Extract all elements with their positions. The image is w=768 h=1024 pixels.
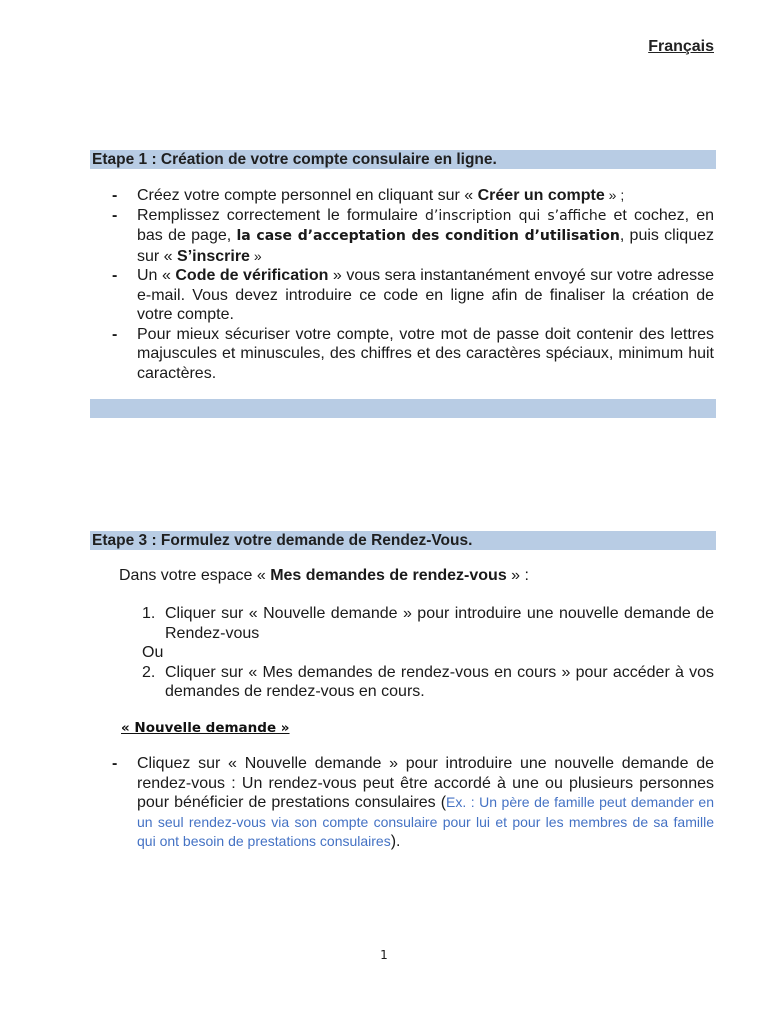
bullet-dash: - <box>112 187 118 204</box>
verification-code-emphasis: Code de vérification <box>175 267 329 284</box>
step3-intro: Dans votre espace « Mes demandes de rendez-vous » : <box>119 567 529 584</box>
my-appointments-emphasis: Mes demandes de rendez-vous <box>270 567 507 584</box>
example-note: Ex. : Un père de famille peut demander en un seul rendez-vous via son compte consulaire pour lui et pour les membres de sa famille qui ont besoin de prestations consulaires <box>137 794 714 849</box>
create-account-emphasis: Créer un compte <box>477 187 605 204</box>
bullet-dash: - <box>112 755 118 772</box>
item-number: 1. <box>142 605 156 622</box>
step3-bullet-list <box>110 754 714 852</box>
step1-heading <box>90 150 716 169</box>
step1-list <box>110 186 714 383</box>
bullet-dash: - <box>112 325 118 343</box>
new-request-subheading: « Nouvelle demande » <box>121 720 290 736</box>
step1-title: Etape 1 : Création de votre compte consulaire en ligne. <box>92 151 497 168</box>
or-label: Ou <box>142 644 164 661</box>
step3-heading <box>90 531 716 550</box>
step3-title: Etape 3 : Formulez votre demande de Rendez-Vous. <box>92 532 473 549</box>
empty-heading-bar <box>90 399 716 418</box>
step1-item-form: - Remplissez correctement le formulaire d’inscription qui s’affiche et cochez, en bas de page, la case d’acceptation des condition d’utilisation, puis cliquez sur « S’inscrire » <box>112 206 714 265</box>
step1-item-create-account: - Créez votre compte personnel en cliquant sur « Créer un compte » ; <box>112 187 625 204</box>
bullet-dash: - <box>112 206 118 224</box>
language-label: Français <box>648 38 714 55</box>
item-number: 2. <box>142 663 156 681</box>
page-number: 1 <box>380 948 388 962</box>
step3-numbered-list <box>140 604 714 702</box>
step1-item-password: - Pour mieux sécuriser votre compte, votre mot de passe doit contenir des lettres majuscules et minuscules, des chiffres et des caractères spéciaux, minimum huit caractères. <box>112 325 714 382</box>
bullet-dash: - <box>112 267 118 284</box>
step3-item-new-request: - Cliquez sur « Nouvelle demande » pour introduire une nouvelle demande de rendez-vous : Un rendez-vous peut être accordé à une ou plusieurs personnes pour bénéficier de prestations consulaires (Ex. : Un père de famille peut demander en un seul rendez-vous via son compte consulaire pour lui et pour les membres de sa famille qui ont besoin de prestations consulaires). <box>112 755 714 850</box>
step1-item-verification: - Un « Code de vérification » vous sera instantanément envoyé sur votre adresse e-mail. Vous devez introduire ce code en ligne afin de finaliser la création de votre compte. <box>112 267 715 323</box>
numbered-item-current-requests: 2. Cliquer sur « Mes demandes de rendez-vous en cours » pour accéder à vos demandes de rendez-vous en cours. <box>142 663 714 700</box>
numbered-item-new-request: 1. Cliquer sur « Nouvelle demande » pour introduire une nouvelle demande de Rendez-vous <box>142 605 714 642</box>
signup-emphasis: S’inscrire <box>177 247 250 265</box>
